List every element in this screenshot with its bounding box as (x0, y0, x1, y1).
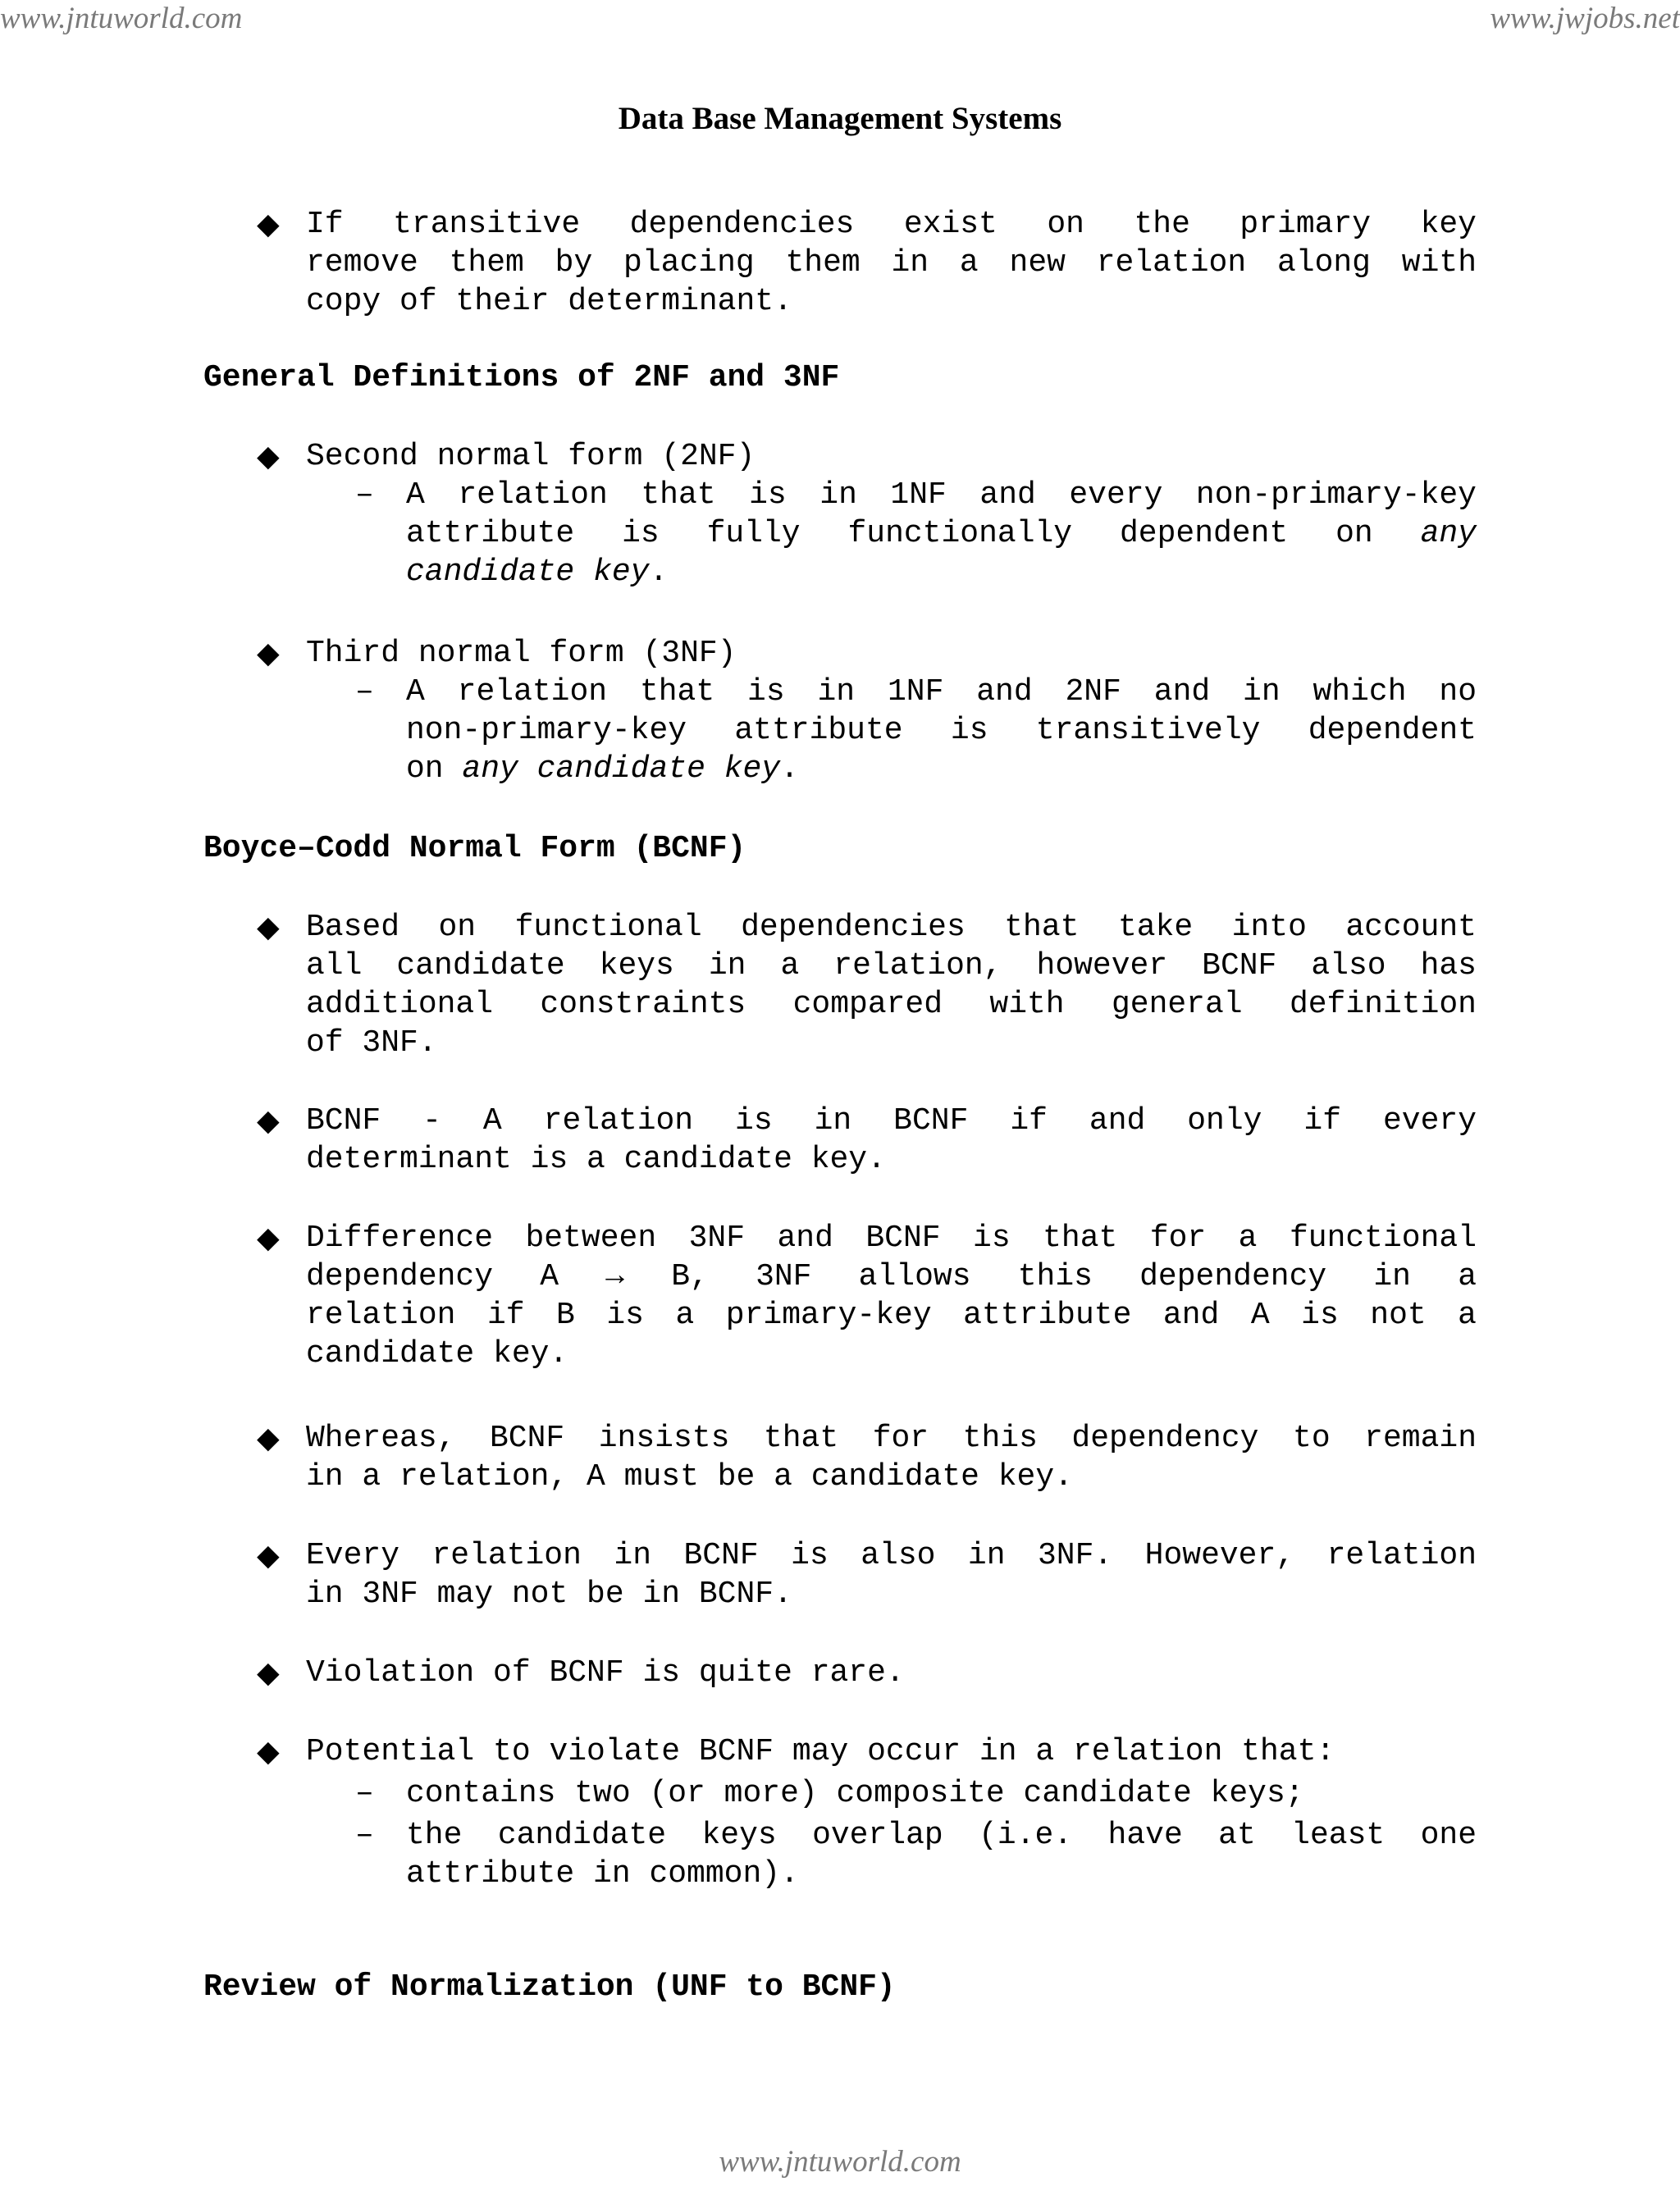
bullet-3nf-detail (355, 673, 1477, 788)
bcnf-bullet-5 (257, 1536, 1477, 1613)
bcnf-1-line-2: all candidate keys in a relation, however BCNF also has (306, 948, 1477, 983)
bcnf-5-line-2: in 3NF may not be in BCNF. (306, 1577, 792, 1612)
bullet-2nf (257, 437, 1477, 591)
black-diamond-icon: ◆ (257, 1104, 280, 1138)
heading-general-definitions: General Definitions of 2NF and 3NF (203, 360, 840, 395)
black-diamond-icon: ◆ (257, 1735, 280, 1768)
bcnf-3-line-4: candidate key. (306, 1336, 568, 1371)
potential-sub-1-line: contains two (or more) composite candidate keys; (406, 1776, 1304, 1811)
3nf-detail-line-3: on any candidate key. (406, 751, 799, 787)
potential-sub-2-line-2: attribute in common). (406, 1856, 799, 1892)
dash-bullet: – (355, 1818, 374, 1853)
black-diamond-icon: ◆ (257, 1422, 280, 1455)
2nf-detail-line-3: candidate key. (406, 554, 669, 590)
black-diamond-icon: ◆ (257, 1656, 280, 1690)
black-diamond-icon: ◆ (257, 440, 280, 473)
watermark-top-right: www.jwjobs.net (1490, 2, 1680, 35)
bcnf-1-line-4: of 3NF. (306, 1025, 437, 1061)
black-diamond-icon: ◆ (257, 208, 280, 241)
potential-title: Potential to violate BCNF may occur in a relation that: (306, 1734, 1335, 1769)
watermark-bottom: www.jntuworld.com (719, 2145, 961, 2179)
black-diamond-icon: ◆ (257, 637, 280, 670)
bcnf-2-line-2: determinant is a candidate key. (306, 1142, 886, 1177)
bcnf-6-line-1: Violation of BCNF is quite rare. (306, 1655, 905, 1691)
2nf-detail-line-2: attribute is fully functionally dependent on any (406, 516, 1477, 551)
bullet-2nf-title: Second normal form (2NF) (306, 439, 756, 474)
dash-bullet: – (355, 1776, 374, 1811)
watermark-top-left: www.jntuworld.com (0, 2, 243, 35)
intro-line-1: If transitive dependencies exist on the primary key (306, 207, 1477, 242)
bcnf-4-line-2: in a relation, A must be a candidate key. (306, 1459, 1073, 1495)
black-diamond-icon: ◆ (257, 1221, 280, 1255)
potential-sub-1 (355, 1774, 1477, 1813)
bullet-2nf-detail (355, 476, 1477, 591)
bcnf-4-line-1: Whereas, BCNF insists that for this dependency to remain (306, 1421, 1477, 1456)
bcnf-bullet-2 (257, 1102, 1477, 1179)
bcnf-bullet-4 (257, 1419, 1477, 1496)
intro-line-2: remove them by placing them in a new relation along with (306, 245, 1477, 281)
bcnf-bullet-potential (257, 1732, 1477, 1893)
3nf-detail-line-2: non-primary-key attribute is transitively dependent (406, 713, 1477, 748)
heading-bcnf: Boyce–Codd Normal Form (BCNF) (203, 831, 746, 866)
bcnf-3-line-3: relation if B is a primary-key attribute and A is not a (306, 1298, 1477, 1333)
bcnf-2-line-1: BCNF - A relation is in BCNF if and only if every (306, 1103, 1477, 1139)
bcnf-3-line-2: dependency A → B, 3NF allows this dependency in a (306, 1259, 1477, 1294)
bcnf-1-line-3: additional constraints compared with general definition (306, 987, 1477, 1022)
potential-sub-2 (355, 1816, 1477, 1893)
page-title: Data Base Management Systems (618, 101, 1062, 136)
3nf-detail-line-1: A relation that is in 1NF and 2NF and in which no (406, 674, 1477, 710)
bcnf-bullet-6 (257, 1654, 1477, 1692)
2nf-detail-line-1: A relation that is in 1NF and every non-primary-key (406, 477, 1477, 513)
black-diamond-icon: ◆ (257, 1539, 280, 1572)
dash-bullet: – (355, 477, 374, 513)
bullet-3nf (257, 634, 1477, 788)
bcnf-1-line-1: Based on functional dependencies that take into account (306, 910, 1477, 945)
intro-line-3: copy of their determinant. (306, 284, 792, 319)
bcnf-bullet-1 (257, 908, 1477, 1062)
bcnf-3-line-1: Difference between 3NF and BCNF is that for a functional (306, 1221, 1477, 1256)
dash-bullet: – (355, 674, 374, 710)
bcnf-bullet-3 (257, 1219, 1477, 1373)
black-diamond-icon: ◆ (257, 910, 280, 944)
bullet-3nf-title: Third normal form (3NF) (306, 636, 737, 671)
heading-review-normalization: Review of Normalization (UNF to BCNF) (203, 1969, 896, 2005)
bcnf-5-line-1: Every relation in BCNF is also in 3NF. However, relation (306, 1538, 1477, 1573)
potential-sub-2-line-1: the candidate keys overlap (i.e. have at least one (406, 1818, 1477, 1853)
intro-bullet (257, 205, 1477, 321)
